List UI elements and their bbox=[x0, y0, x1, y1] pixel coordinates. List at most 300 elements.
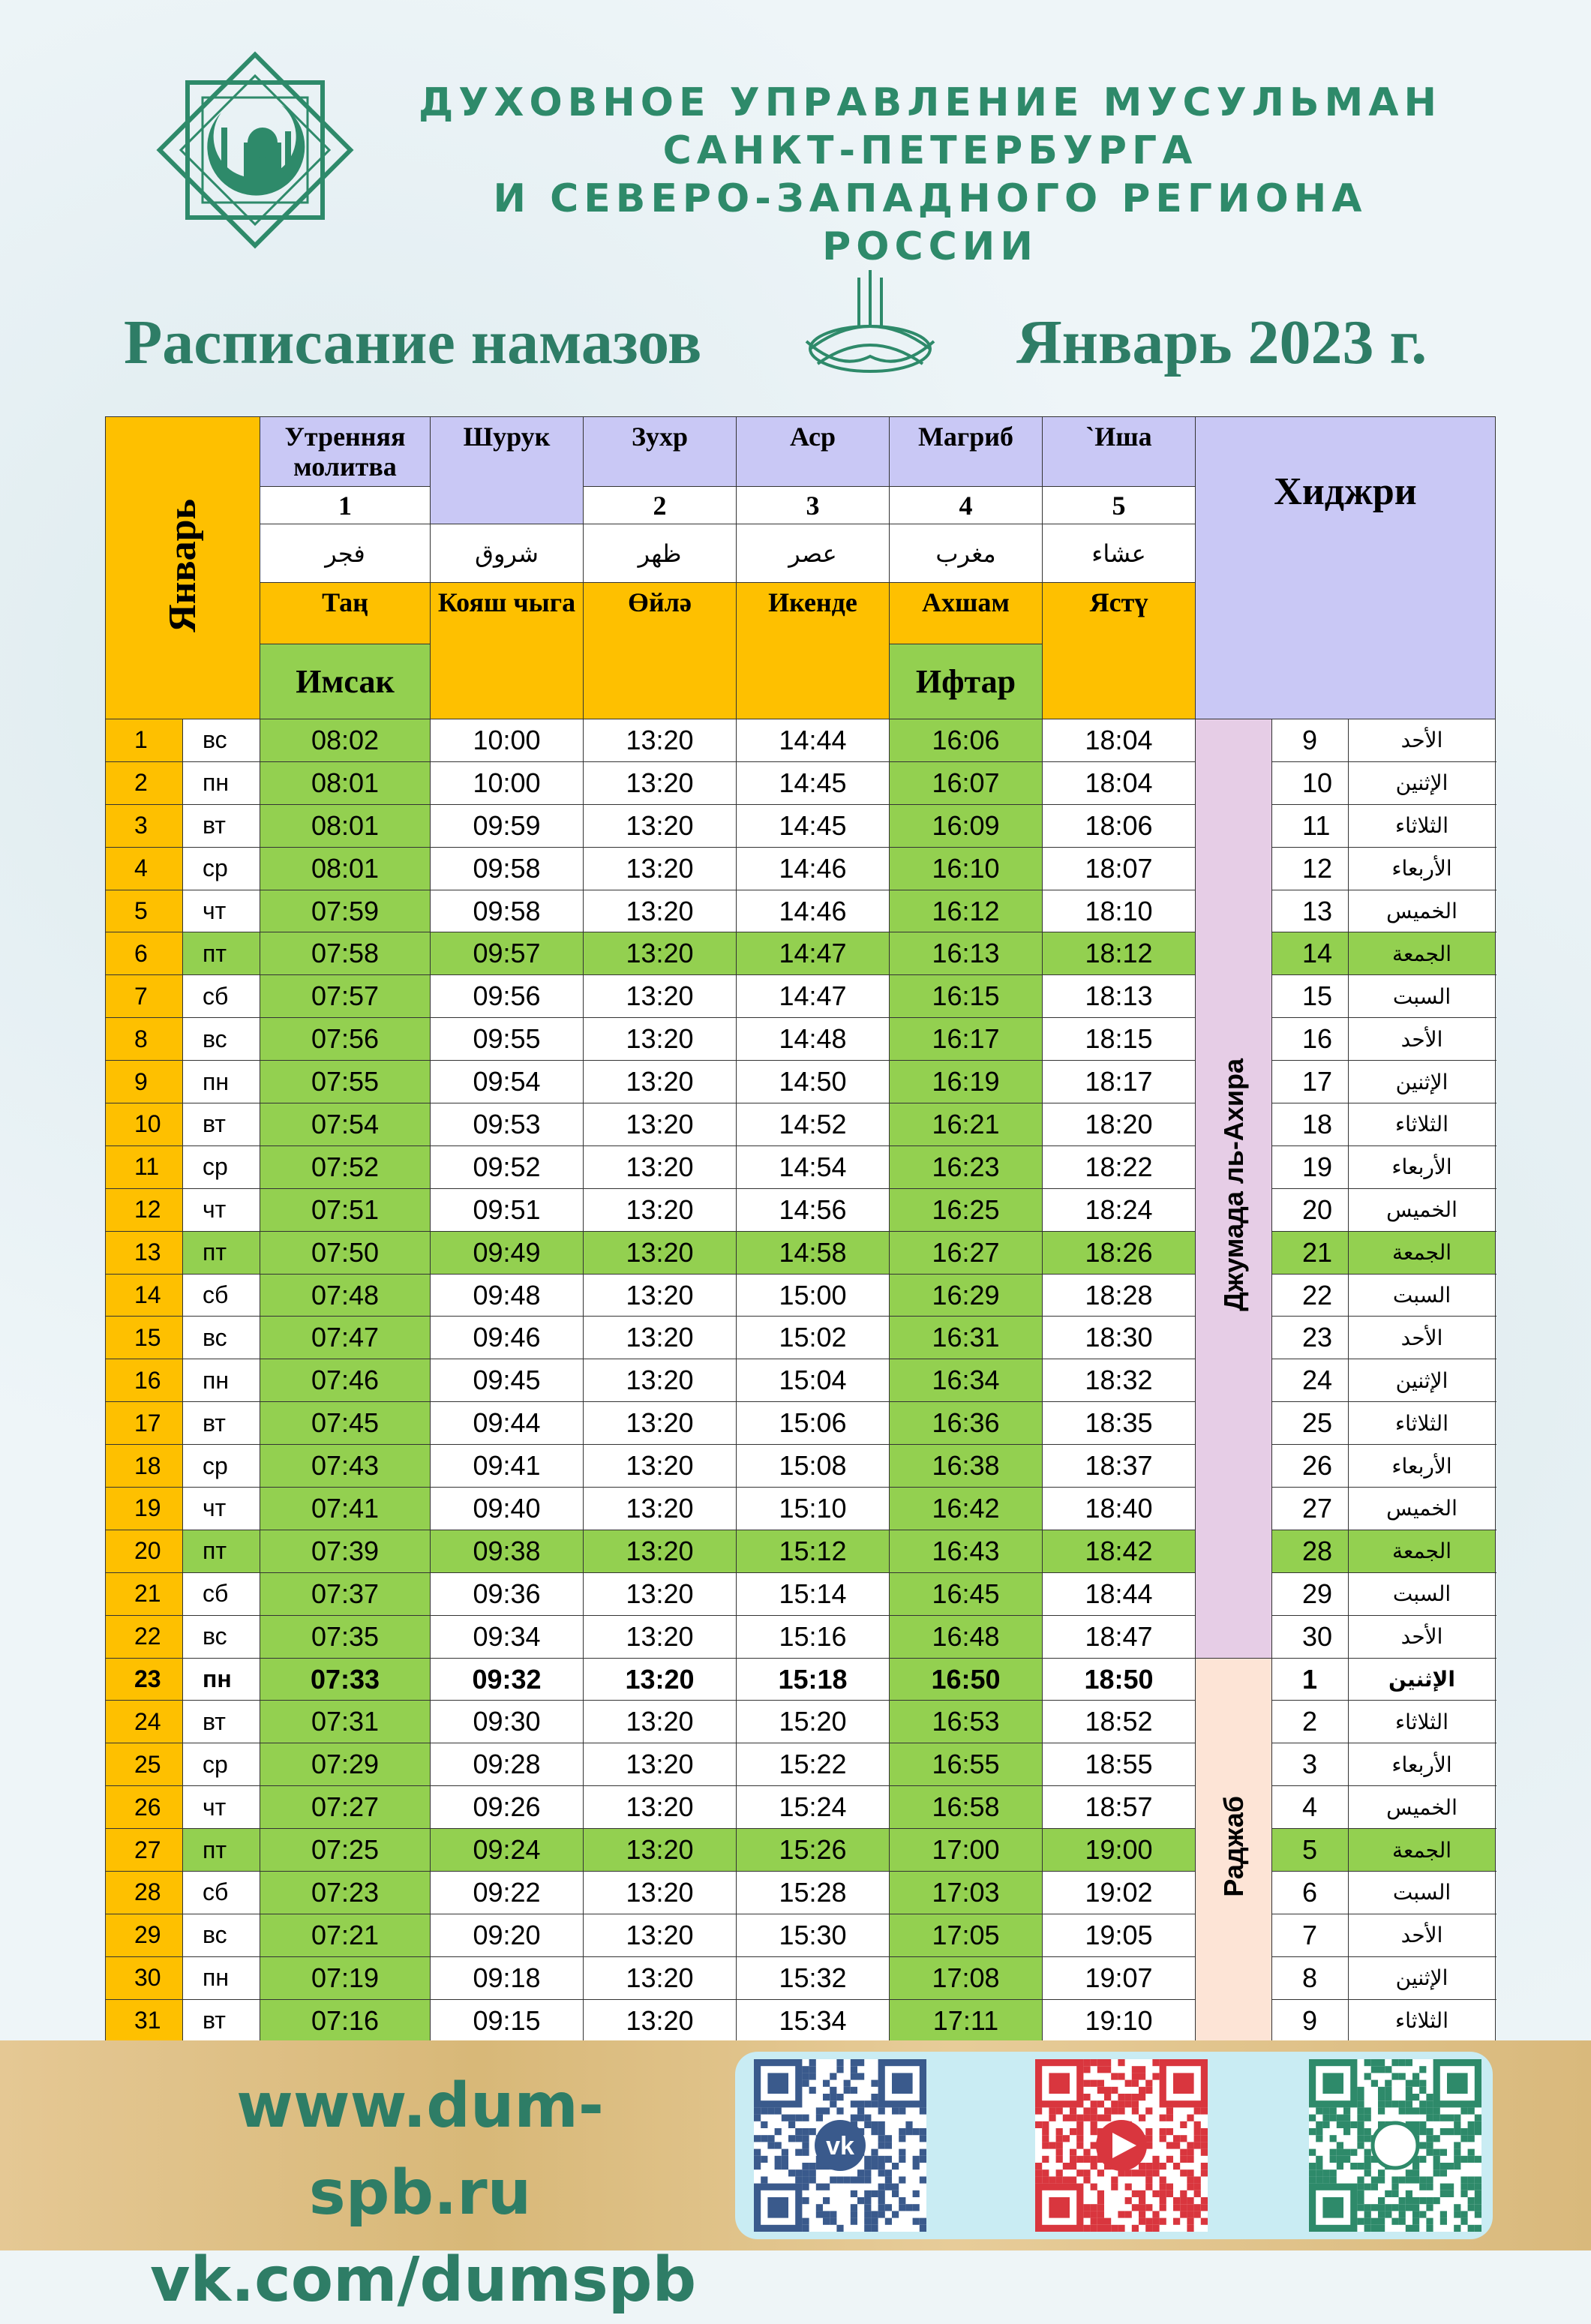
day-number: 24 bbox=[106, 1701, 183, 1743]
zuhr-time: 13:20 bbox=[584, 1829, 737, 1872]
weekday: пн bbox=[183, 761, 260, 804]
zuhr-time: 13:20 bbox=[584, 1872, 737, 1914]
asr-time: 15:28 bbox=[737, 1872, 890, 1914]
asr-time: 14:45 bbox=[737, 804, 890, 847]
hijri-month-rajab: Раджаб bbox=[1196, 1658, 1272, 2042]
maghrib-time: 16:42 bbox=[890, 1488, 1043, 1530]
maghrib-time: 16:25 bbox=[890, 1188, 1043, 1231]
asr-time: 14:48 bbox=[737, 1018, 890, 1061]
table-row bbox=[106, 1359, 1496, 1402]
shuruk-time: 09:26 bbox=[431, 1786, 584, 1829]
table-row bbox=[106, 1145, 1496, 1188]
shuruk-time: 09:58 bbox=[431, 847, 584, 890]
zuhr-time: 13:20 bbox=[584, 932, 737, 975]
day-number: 25 bbox=[106, 1743, 183, 1786]
shuruk-time: 09:28 bbox=[431, 1743, 584, 1786]
arabic-weekday: الأحد bbox=[1349, 719, 1496, 762]
fajr-time: 07:56 bbox=[260, 1018, 431, 1061]
arabic-weekday: الإثنين bbox=[1349, 761, 1496, 804]
arabic-weekday: الأربعاء bbox=[1349, 847, 1496, 890]
day-number: 23 bbox=[106, 1658, 183, 1701]
table-row bbox=[106, 932, 1496, 975]
asr-time: 14:56 bbox=[737, 1188, 890, 1231]
vk-qr-code-icon[interactable] bbox=[754, 2059, 926, 2232]
arabic-weekday: الأربعاء bbox=[1349, 1445, 1496, 1488]
asr-time: 15:16 bbox=[737, 1615, 890, 1658]
zuhr-time: 13:20 bbox=[584, 1572, 737, 1615]
shuruk-time: 09:22 bbox=[431, 1872, 584, 1914]
hijri-day: 12 bbox=[1272, 847, 1349, 890]
fajr-time: 07:25 bbox=[260, 1829, 431, 1872]
shuruk-time: 09:34 bbox=[431, 1615, 584, 1658]
weekday: сб bbox=[183, 1274, 260, 1317]
asr-time: 15:04 bbox=[737, 1359, 890, 1402]
fajr-time: 07:35 bbox=[260, 1615, 431, 1658]
day-number: 29 bbox=[106, 1914, 183, 1956]
weekday: сб bbox=[183, 1872, 260, 1914]
hijri-day: 9 bbox=[1272, 719, 1349, 762]
table-row bbox=[106, 1743, 1496, 1786]
weekday: вс bbox=[183, 1018, 260, 1061]
fajr-time: 07:33 bbox=[260, 1658, 431, 1701]
shuruk-time: 10:00 bbox=[431, 719, 584, 762]
shuruk-time: 09:36 bbox=[431, 1572, 584, 1615]
weekday: пт bbox=[183, 1530, 260, 1572]
fajr-time: 07:43 bbox=[260, 1445, 431, 1488]
hijri-day: 26 bbox=[1272, 1445, 1349, 1488]
fajr-time: 07:58 bbox=[260, 932, 431, 975]
arabic-weekday: السبت bbox=[1349, 1572, 1496, 1615]
zuhr-time: 13:20 bbox=[584, 1999, 737, 2042]
maghrib-time: 17:11 bbox=[890, 1999, 1043, 2042]
shuruk-time: 09:45 bbox=[431, 1359, 584, 1402]
day-number: 26 bbox=[106, 1786, 183, 1829]
weekday: вс bbox=[183, 1615, 260, 1658]
asr-time: 15:08 bbox=[737, 1445, 890, 1488]
weekday: чт bbox=[183, 1188, 260, 1231]
weekday: ср bbox=[183, 847, 260, 890]
maghrib-time: 16:38 bbox=[890, 1445, 1043, 1488]
table-row bbox=[106, 1018, 1496, 1061]
asr-time: 15:24 bbox=[737, 1786, 890, 1829]
youtube-qr-code-icon[interactable] bbox=[1035, 2059, 1208, 2232]
maghrib-time: 16:23 bbox=[890, 1145, 1043, 1188]
isha-time: 18:47 bbox=[1043, 1615, 1196, 1658]
maghrib-time: 16:31 bbox=[890, 1317, 1043, 1359]
table-row bbox=[106, 890, 1496, 932]
maghrib-time: 16:12 bbox=[890, 890, 1043, 932]
fajr-time: 07:41 bbox=[260, 1488, 431, 1530]
iftar-label: Ифтар bbox=[890, 644, 1043, 719]
table-row bbox=[106, 1188, 1496, 1231]
isha-time: 18:22 bbox=[1043, 1145, 1196, 1188]
isha-time: 18:50 bbox=[1043, 1658, 1196, 1701]
shuruk-time: 09:44 bbox=[431, 1402, 584, 1445]
asr-time: 14:47 bbox=[737, 975, 890, 1018]
table-row bbox=[106, 1445, 1496, 1488]
weekday: чт bbox=[183, 1786, 260, 1829]
maghrib-time: 16:06 bbox=[890, 719, 1043, 762]
zuhr-tatar: Өйлә bbox=[584, 583, 737, 719]
arabic-weekday: الخميس bbox=[1349, 1488, 1496, 1530]
arabic-weekday: الجمعة bbox=[1349, 1829, 1496, 1872]
fajr-tatar: Таң bbox=[260, 583, 431, 644]
zuhr-time: 13:20 bbox=[584, 804, 737, 847]
arabic-weekday: الأحد bbox=[1349, 1615, 1496, 1658]
table-row bbox=[106, 1786, 1496, 1829]
fajr-time: 07:52 bbox=[260, 1145, 431, 1188]
arabic-weekday: الإثنين bbox=[1349, 1658, 1496, 1701]
arabic-weekday: الإثنين bbox=[1349, 1359, 1496, 1402]
fajr-arabic: فجر bbox=[260, 524, 431, 583]
shuruk-time: 09:38 bbox=[431, 1530, 584, 1572]
weekday: вс bbox=[183, 719, 260, 762]
shuruk-time: 09:54 bbox=[431, 1061, 584, 1103]
isha-time: 18:12 bbox=[1043, 932, 1196, 975]
weekday: пн bbox=[183, 1061, 260, 1103]
hijri-day: 13 bbox=[1272, 890, 1349, 932]
fajr-time: 07:45 bbox=[260, 1402, 431, 1445]
fajr-time: 07:27 bbox=[260, 1786, 431, 1829]
website-link[interactable]: www.dum-spb.ru bbox=[236, 2070, 604, 2229]
weekday: вт bbox=[183, 1701, 260, 1743]
fajr-time: 07:23 bbox=[260, 1872, 431, 1914]
maghrib-time: 16:48 bbox=[890, 1615, 1043, 1658]
isha-tatar: Ястү bbox=[1043, 583, 1196, 719]
maghrib-time: 16:09 bbox=[890, 804, 1043, 847]
fajr-time: 07:46 bbox=[260, 1359, 431, 1402]
zuhr-time: 13:20 bbox=[584, 1061, 737, 1103]
shuruk-time: 09:20 bbox=[431, 1914, 584, 1956]
zuhr-time: 13:20 bbox=[584, 1786, 737, 1829]
shuruk-time: 09:46 bbox=[431, 1317, 584, 1359]
day-number: 17 bbox=[106, 1402, 183, 1445]
weekday: пн bbox=[183, 1658, 260, 1701]
isha-time: 18:42 bbox=[1043, 1530, 1196, 1572]
asr-time: 14:45 bbox=[737, 761, 890, 804]
maghrib-time: 16:34 bbox=[890, 1359, 1043, 1402]
day-number: 28 bbox=[106, 1872, 183, 1914]
zuhr-time: 13:20 bbox=[584, 1701, 737, 1743]
footer-links bbox=[150, 2063, 697, 2324]
isha-time: 18:32 bbox=[1043, 1359, 1196, 1402]
isha-number: 5 bbox=[1043, 487, 1196, 524]
zuhr-time: 13:20 bbox=[584, 1402, 737, 1445]
hijri-day: 24 bbox=[1272, 1359, 1349, 1402]
hijri-day: 2 bbox=[1272, 1701, 1349, 1743]
shuruk-time: 09:32 bbox=[431, 1658, 584, 1701]
weekday: пн bbox=[183, 1956, 260, 1999]
arabic-weekday: الأربعاء bbox=[1349, 1145, 1496, 1188]
weekday: ср bbox=[183, 1743, 260, 1786]
zuhr-time: 13:20 bbox=[584, 1914, 737, 1956]
fajr-time: 07:47 bbox=[260, 1317, 431, 1359]
isha-time: 19:10 bbox=[1043, 1999, 1196, 2042]
maghrib-time: 16:50 bbox=[890, 1658, 1043, 1701]
maghrib-time: 16:36 bbox=[890, 1402, 1043, 1445]
maghrib-header: Магриб bbox=[890, 417, 1043, 487]
day-number: 20 bbox=[106, 1530, 183, 1572]
day-number: 7 bbox=[106, 975, 183, 1018]
isha-time: 18:28 bbox=[1043, 1274, 1196, 1317]
isha-time: 18:13 bbox=[1043, 975, 1196, 1018]
asr-time: 15:02 bbox=[737, 1317, 890, 1359]
table-row bbox=[106, 1701, 1496, 1743]
hijri-day: 27 bbox=[1272, 1488, 1349, 1530]
maghrib-tatar: Ахшам bbox=[890, 583, 1043, 644]
zuhr-time: 13:20 bbox=[584, 1103, 737, 1146]
day-number: 12 bbox=[106, 1188, 183, 1231]
zuhr-time: 13:20 bbox=[584, 1359, 737, 1402]
zuhr-time: 13:20 bbox=[584, 719, 737, 762]
arabic-weekday: الإثنين bbox=[1349, 1061, 1496, 1103]
fajr-header: Утренняя молитва bbox=[260, 417, 431, 487]
hijri-day: 6 bbox=[1272, 1872, 1349, 1914]
asr-time: 14:52 bbox=[737, 1103, 890, 1146]
table-row bbox=[106, 761, 1496, 804]
table-row bbox=[106, 1872, 1496, 1914]
isha-time: 18:17 bbox=[1043, 1061, 1196, 1103]
weekday: вт bbox=[183, 804, 260, 847]
arabic-weekday: الخميس bbox=[1349, 1786, 1496, 1829]
table-row bbox=[106, 1402, 1496, 1445]
shuruk-header: Шурук bbox=[431, 417, 584, 524]
table-row bbox=[106, 1274, 1496, 1317]
fajr-time: 07:31 bbox=[260, 1701, 431, 1743]
asr-time: 15:14 bbox=[737, 1572, 890, 1615]
isha-header: `Иша bbox=[1043, 417, 1196, 487]
shuruk-time: 09:49 bbox=[431, 1231, 584, 1274]
fajr-time: 07:51 bbox=[260, 1188, 431, 1231]
zuhr-time: 13:20 bbox=[584, 1145, 737, 1188]
arabic-weekday: الثلاثاء bbox=[1349, 1701, 1496, 1743]
shuruk-time: 09:15 bbox=[431, 1999, 584, 2042]
organization-name: ДУХОВНОЕ УПРАВЛЕНИЕ МУСУЛЬМАН САНКТ-ПЕТЕРБУРГА И СЕВЕРО-ЗАПАДНОГО РЕГИОНА РОССИИ bbox=[418, 80, 1442, 269]
isha-time: 18:26 bbox=[1043, 1231, 1196, 1274]
isha-time: 18:37 bbox=[1043, 1445, 1196, 1488]
hijri-day: 23 bbox=[1272, 1317, 1349, 1359]
shuruk-time: 09:30 bbox=[431, 1701, 584, 1743]
month-year-title: Январь 2023 г. bbox=[1016, 308, 1427, 377]
arabic-weekday: الأحد bbox=[1349, 1914, 1496, 1956]
schedule-title: Расписание намазов bbox=[124, 308, 702, 377]
isha-time: 18:35 bbox=[1043, 1402, 1196, 1445]
hijri-day: 1 bbox=[1272, 1658, 1349, 1701]
table-row bbox=[106, 975, 1496, 1018]
asr-time: 15:34 bbox=[737, 1999, 890, 2042]
weekday: вт bbox=[183, 1999, 260, 2042]
day-number: 4 bbox=[106, 847, 183, 890]
isha-time: 18:20 bbox=[1043, 1103, 1196, 1146]
weekday: пн bbox=[183, 1359, 260, 1402]
fajr-time: 08:01 bbox=[260, 804, 431, 847]
calligraphy-icon bbox=[795, 259, 945, 386]
maghrib-time: 16:15 bbox=[890, 975, 1043, 1018]
isha-time: 18:40 bbox=[1043, 1488, 1196, 1530]
weekday: пт bbox=[183, 932, 260, 975]
shuruk-arabic: شروق bbox=[431, 524, 584, 583]
hijri-day: 8 bbox=[1272, 1956, 1349, 1999]
asr-time: 15:18 bbox=[737, 1658, 890, 1701]
hijri-month-jumada: Джумада ль-Ахира bbox=[1196, 719, 1272, 1659]
asr-time: 15:26 bbox=[737, 1829, 890, 1872]
arabic-weekday: الثلاثاء bbox=[1349, 1999, 1496, 2042]
zuhr-time: 13:20 bbox=[584, 1231, 737, 1274]
asr-time: 15:10 bbox=[737, 1488, 890, 1530]
asr-number: 3 bbox=[737, 487, 890, 524]
weekday: чт bbox=[183, 890, 260, 932]
asr-time: 15:20 bbox=[737, 1701, 890, 1743]
day-number: 1 bbox=[106, 719, 183, 762]
fajr-time: 07:57 bbox=[260, 975, 431, 1018]
table-row bbox=[106, 1914, 1496, 1956]
asr-time: 15:12 bbox=[737, 1530, 890, 1572]
day-number: 30 bbox=[106, 1956, 183, 1999]
zuhr-time: 13:20 bbox=[584, 1445, 737, 1488]
arabic-weekday: الثلاثاء bbox=[1349, 1103, 1496, 1146]
maghrib-time: 16:45 bbox=[890, 1572, 1043, 1615]
hijri-day: 17 bbox=[1272, 1061, 1349, 1103]
dum-logo-icon bbox=[150, 45, 360, 255]
maghrib-time: 16:17 bbox=[890, 1018, 1043, 1061]
shuruk-time: 09:24 bbox=[431, 1829, 584, 1872]
maghrib-time: 16:21 bbox=[890, 1103, 1043, 1146]
asr-time: 14:58 bbox=[737, 1231, 890, 1274]
hijri-day: 15 bbox=[1272, 975, 1349, 1018]
prayer-schedule-table bbox=[105, 416, 1496, 2043]
table-row bbox=[106, 847, 1496, 890]
asr-tatar: Икенде bbox=[737, 583, 890, 719]
day-number: 16 bbox=[106, 1359, 183, 1402]
arabic-weekday: الثلاثاء bbox=[1349, 804, 1496, 847]
table-row bbox=[106, 1658, 1496, 1701]
asr-time: 14:50 bbox=[737, 1061, 890, 1103]
svg-text:vk: vk bbox=[826, 2132, 854, 2160]
asr-time: 15:30 bbox=[737, 1914, 890, 1956]
zuhr-time: 13:20 bbox=[584, 1317, 737, 1359]
fajr-time: 07:50 bbox=[260, 1231, 431, 1274]
zuhr-arabic: ظهر bbox=[584, 524, 737, 583]
shuruk-time: 09:51 bbox=[431, 1188, 584, 1231]
asr-time: 15:00 bbox=[737, 1274, 890, 1317]
day-number: 11 bbox=[106, 1145, 183, 1188]
maghrib-time: 16:29 bbox=[890, 1274, 1043, 1317]
hijri-day: 4 bbox=[1272, 1786, 1349, 1829]
weekday: сб bbox=[183, 1572, 260, 1615]
hijri-day: 22 bbox=[1272, 1274, 1349, 1317]
fajr-time: 07:59 bbox=[260, 890, 431, 932]
fajr-time: 07:21 bbox=[260, 1914, 431, 1956]
isha-time: 19:02 bbox=[1043, 1872, 1196, 1914]
hijri-day: 7 bbox=[1272, 1914, 1349, 1956]
hijri-day: 20 bbox=[1272, 1188, 1349, 1231]
maghrib-arabic: مغرب bbox=[890, 524, 1043, 583]
day-number: 18 bbox=[106, 1445, 183, 1488]
isha-time: 19:00 bbox=[1043, 1829, 1196, 1872]
maghrib-time: 16:19 bbox=[890, 1061, 1043, 1103]
asr-time: 14:46 bbox=[737, 890, 890, 932]
table-row bbox=[106, 719, 1496, 762]
shuruk-time: 09:57 bbox=[431, 932, 584, 975]
hijri-day: 3 bbox=[1272, 1743, 1349, 1786]
site-qr-code-icon[interactable] bbox=[1309, 2059, 1481, 2232]
table-row bbox=[106, 1829, 1496, 1872]
table-row bbox=[106, 1488, 1496, 1530]
vk-link[interactable]: vk.com/dumspb bbox=[150, 2244, 697, 2316]
imsak-label: Имсак bbox=[260, 644, 431, 719]
shuruk-time: 09:59 bbox=[431, 804, 584, 847]
maghrib-time: 16:27 bbox=[890, 1231, 1043, 1274]
hijri-day: 11 bbox=[1272, 804, 1349, 847]
weekday: ср bbox=[183, 1445, 260, 1488]
maghrib-time: 16:55 bbox=[890, 1743, 1043, 1786]
weekday: вс bbox=[183, 1914, 260, 1956]
day-number: 8 bbox=[106, 1018, 183, 1061]
fajr-time: 08:01 bbox=[260, 847, 431, 890]
arabic-weekday: السبت bbox=[1349, 1872, 1496, 1914]
isha-time: 18:06 bbox=[1043, 804, 1196, 847]
maghrib-time: 17:00 bbox=[890, 1829, 1043, 1872]
arabic-weekday: السبت bbox=[1349, 975, 1496, 1018]
hijri-day: 21 bbox=[1272, 1231, 1349, 1274]
fajr-time: 07:16 bbox=[260, 1999, 431, 2042]
shuruk-time: 09:52 bbox=[431, 1145, 584, 1188]
day-number: 9 bbox=[106, 1061, 183, 1103]
asr-time: 15:32 bbox=[737, 1956, 890, 1999]
hijri-day: 9 bbox=[1272, 1999, 1349, 2042]
weekday: пт bbox=[183, 1829, 260, 1872]
table-row bbox=[106, 1572, 1496, 1615]
asr-time: 15:22 bbox=[737, 1743, 890, 1786]
day-number: 15 bbox=[106, 1317, 183, 1359]
arabic-weekday: الأحد bbox=[1349, 1018, 1496, 1061]
hijri-day: 16 bbox=[1272, 1018, 1349, 1061]
isha-time: 18:44 bbox=[1043, 1572, 1196, 1615]
arabic-weekday: الثلاثاء bbox=[1349, 1402, 1496, 1445]
day-number: 27 bbox=[106, 1829, 183, 1872]
shuruk-time: 09:18 bbox=[431, 1956, 584, 1999]
hijri-header: Хиджри bbox=[1196, 417, 1496, 719]
zuhr-time: 13:20 bbox=[584, 847, 737, 890]
isha-time: 19:07 bbox=[1043, 1956, 1196, 1999]
day-number: 19 bbox=[106, 1488, 183, 1530]
fajr-time: 07:19 bbox=[260, 1956, 431, 1999]
fajr-number: 1 bbox=[260, 487, 431, 524]
hijri-day: 28 bbox=[1272, 1530, 1349, 1572]
zuhr-time: 13:20 bbox=[584, 890, 737, 932]
hijri-day: 25 bbox=[1272, 1402, 1349, 1445]
shuruk-time: 10:00 bbox=[431, 761, 584, 804]
zuhr-time: 13:20 bbox=[584, 1488, 737, 1530]
isha-time: 18:57 bbox=[1043, 1786, 1196, 1829]
zuhr-time: 13:20 bbox=[584, 1188, 737, 1231]
asr-time: 14:46 bbox=[737, 847, 890, 890]
shuruk-time: 09:48 bbox=[431, 1274, 584, 1317]
shuruk-time: 09:58 bbox=[431, 890, 584, 932]
table-row bbox=[106, 1317, 1496, 1359]
arabic-weekday: الأحد bbox=[1349, 1317, 1496, 1359]
shuruk-time: 09:41 bbox=[431, 1445, 584, 1488]
zuhr-time: 13:20 bbox=[584, 1956, 737, 1999]
day-number: 3 bbox=[106, 804, 183, 847]
weekday: вт bbox=[183, 1402, 260, 1445]
isha-time: 18:52 bbox=[1043, 1701, 1196, 1743]
weekday: пт bbox=[183, 1231, 260, 1274]
arabic-weekday: الخميس bbox=[1349, 890, 1496, 932]
fajr-time: 08:02 bbox=[260, 719, 431, 762]
day-number: 6 bbox=[106, 932, 183, 975]
arabic-weekday: الخميس bbox=[1349, 1188, 1496, 1231]
